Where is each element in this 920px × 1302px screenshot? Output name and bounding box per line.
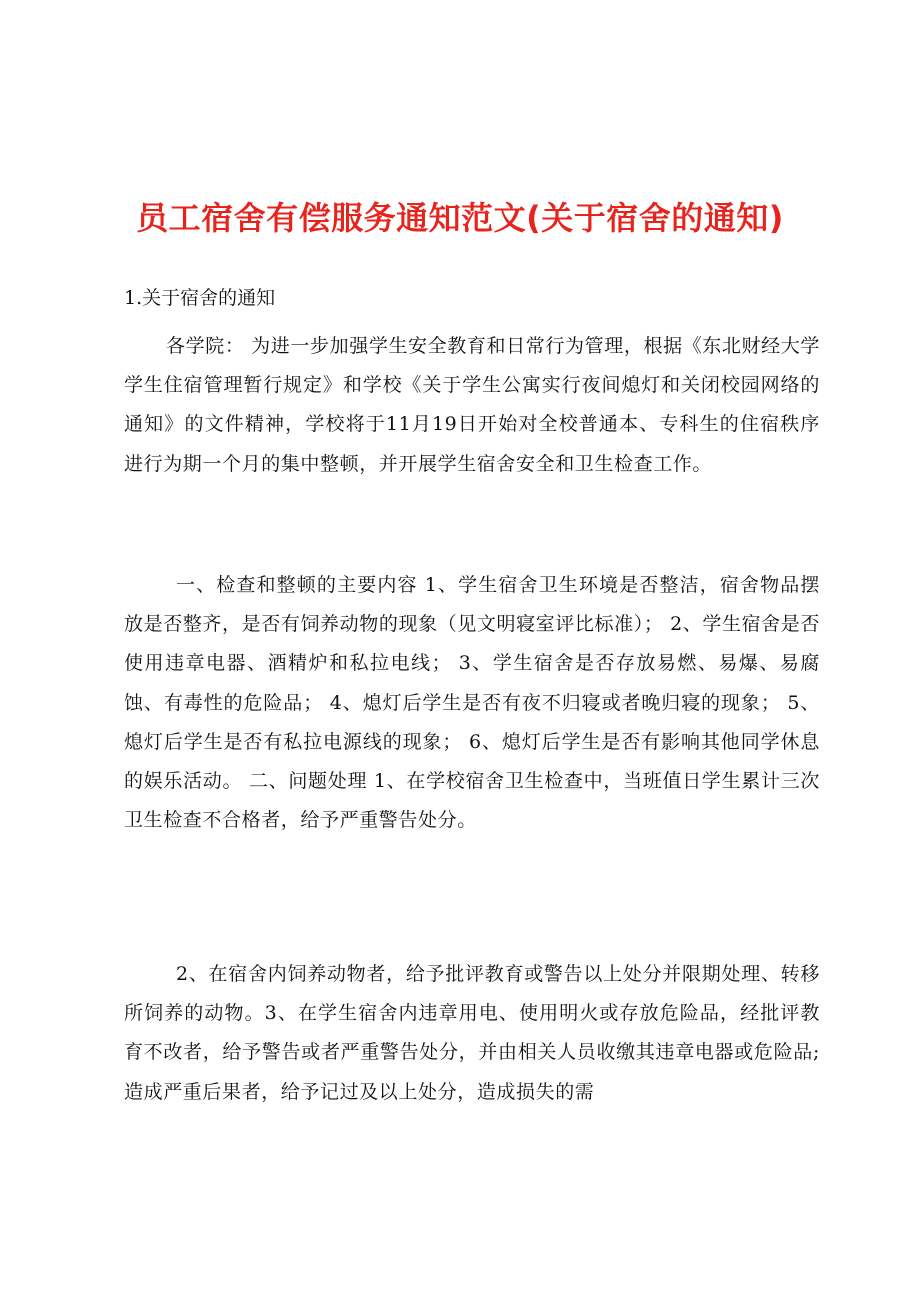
document-title: 员工宿舍有偿服务通知范文(关于宿舍的通知) [136, 199, 784, 237]
paragraph-notice-intro: 各学院： 为进一步加强学生安全教育和日常行为管理，根据《东北财经大学学生住宿管理暂行规定》和学校《关于学生公寓实行夜间熄灯和关闭校园网络的通知》的文件精神，学校将于11月19日开始对全校普通本、专科生的住宿秩序进行为期一个月的集中整顿，并开展学生宿舍安全和卫生检查工作。 [124, 335, 820, 475]
paragraph-inspection-content: 一、检查和整顿的主要内容 1、学生宿舍卫生环境是否整洁，宿舍物品摆放是否整齐，是否有饲养动物的现象（见文明寝室评比标准）； 2、学生宿舍是否使用违章电器、酒精炉和私拉电线； 3、学生宿舍是否存放易燃、易爆、易腐蚀、有毒性的危险品； 4、熄灯后学生是否有夜不归寝或者晚归寝的现象； 5、熄灯后学生是否有私拉电源线的现象； 6、熄灯后学生是否有影响其他同学休息的娱乐活动。 二、问题处理 1、在学校宿舍卫生检查中，当班值日学生累计三次卫生检查不合格者，给予严重警告处分。 [124, 574, 820, 832]
section-heading: 1.关于宿舍的通知 [124, 287, 276, 309]
paragraph-penalties: 2、在宿舍内饲养动物者，给予批评教育或警告以上处分并限期处理、转移所饲养的动物。3、在学生宿舍内违章用电、使用明火或存放危险品，经批评教育不改者，给予警告或者严重警告处分，并由相关人员收缴其违章电器或危险品;造成严重后果者，给予记过及以上处分，造成损失的需 [124, 963, 820, 1103]
